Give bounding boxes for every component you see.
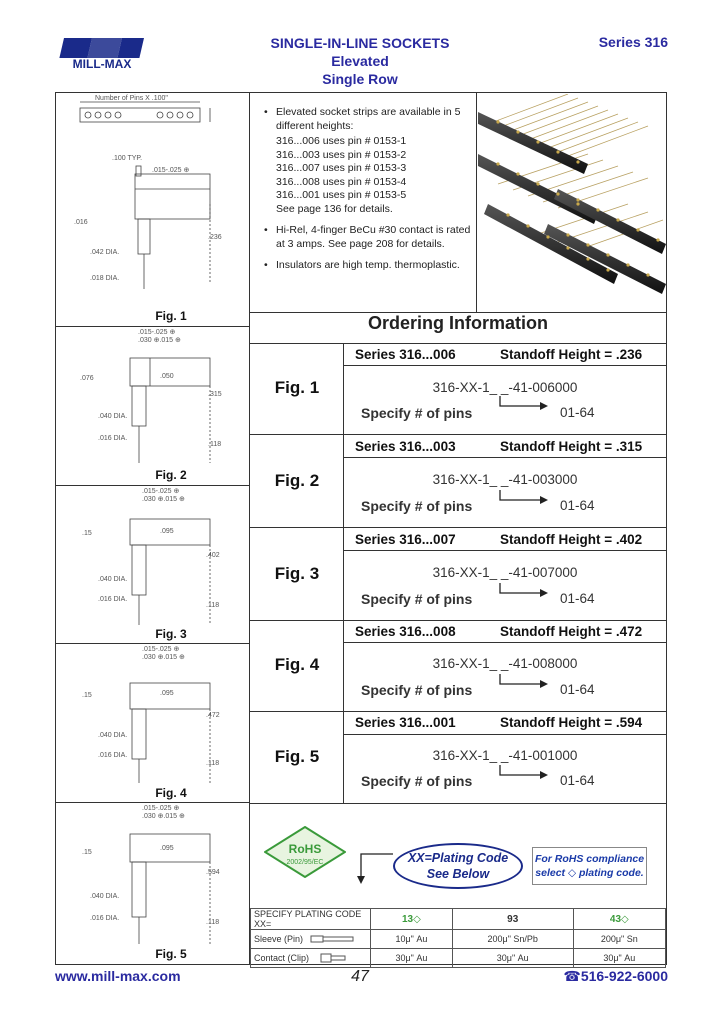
compliance-line-1: For RoHS compliance (534, 853, 645, 865)
svg-text:.015-.025 ⊕: .015-.025 ⊕ (142, 646, 180, 653)
contact-label: Contact (Clip) (254, 952, 310, 963)
svg-text:.016 DIA.: .016 DIA. (98, 435, 128, 442)
svg-text:.016 DIA.: .016 DIA. (98, 752, 128, 759)
pointer-arrow-icon (498, 583, 548, 597)
ordering-row (250, 621, 666, 711)
ordering-standoff: Standoff Height = .402 (500, 532, 643, 547)
table-cell: 30μ" Au (371, 949, 453, 968)
table-cell: 200μ" Sn/Pb (452, 930, 573, 949)
plating-code-callout (393, 843, 523, 889)
pointer-arrow-icon (498, 396, 548, 410)
svg-text:.15: .15 (82, 530, 92, 537)
svg-text:.095: .095 (160, 528, 174, 535)
ordering-pin-range: 01-64 (560, 405, 595, 420)
ordering-part-number: 316-XX-1_ _-41-006000 (432, 380, 578, 395)
ordering-fig: Fig. 2 (274, 471, 320, 490)
svg-text:.236: .236 (208, 234, 222, 241)
svg-text:.015-.025 ⊕: .015-.025 ⊕ (152, 167, 190, 174)
plating-row-sleeve (251, 930, 666, 949)
svg-text:.016: .016 (74, 219, 88, 226)
ordering-series: Series 316...008 (355, 624, 456, 639)
ordering-standoff: Standoff Height = .315 (500, 439, 643, 454)
fig3-drawing (60, 487, 245, 627)
fig-divider (55, 643, 249, 644)
plating-code-13: 13◇ (371, 909, 453, 930)
photo-divider (476, 92, 477, 312)
svg-text:.040 DIA.: .040 DIA. (90, 893, 120, 900)
plating-arrow-icon (355, 850, 395, 886)
ordering-row (250, 712, 666, 803)
title-line-1: SINGLE-IN-LINE SOCKETS (270, 35, 450, 51)
fig1-label: Fig. 1 (155, 309, 187, 323)
fig2-label: Fig. 2 (155, 468, 187, 482)
ordering-fig: Fig. 4 (274, 655, 320, 674)
feature-list (262, 106, 472, 281)
feature-insulators: • Insulators are high temp. thermoplastic. (262, 259, 472, 273)
ordering-title: Ordering Information (368, 313, 548, 333)
ordering-series: Series 316...007 (355, 532, 456, 547)
ordering-row (250, 528, 666, 620)
svg-text:.118: .118 (206, 760, 220, 767)
ordering-specify: Specify # of pins (361, 591, 473, 607)
table-cell: 30μ" Au (452, 949, 573, 968)
ordering-fig: Fig. 5 (274, 747, 320, 766)
ordering-row (250, 435, 666, 527)
ordering-divider (249, 803, 667, 804)
svg-text:.095: .095 (160, 845, 174, 852)
fig-divider (55, 485, 249, 486)
svg-text:.015-.025 ⊕: .015-.025 ⊕ (142, 488, 180, 495)
svg-text:.118: .118 (206, 919, 220, 926)
clip-icon (320, 953, 350, 963)
logo-text: MILL-MAX (72, 57, 132, 71)
pin-316-001: 316...001 uses pin # 0153-5 (276, 189, 407, 201)
see-page-136: See page 136 for details. (276, 202, 393, 215)
pin-icon (310, 934, 356, 944)
ordering-fig: Fig. 3 (274, 564, 320, 583)
ordering-part-number: 316-XX-1_ _-41-003000 (432, 472, 578, 487)
svg-text:.100 TYP.: .100 TYP. (112, 155, 143, 162)
plating-header-row (251, 909, 666, 930)
ordering-part-number: 316-XX-1_ _-41-001000 (432, 748, 578, 763)
svg-text:.15: .15 (82, 692, 92, 699)
website-link[interactable]: www.mill-max.com (55, 968, 181, 984)
sleeve-label: Sleeve (Pin) (254, 933, 304, 944)
product-photo (478, 94, 666, 310)
title-line-3: Single Row (322, 71, 398, 87)
svg-text:.402: .402 (206, 552, 220, 559)
pointer-arrow-icon (498, 490, 548, 504)
fig2-drawing (60, 328, 245, 468)
ordering-series: Series 316...001 (355, 715, 456, 730)
page-title (230, 34, 490, 88)
plating-row-contact (251, 949, 666, 968)
table-cell: 10μ" Au (371, 930, 453, 949)
svg-text:.030 ⊕.015 ⊕: .030 ⊕.015 ⊕ (142, 654, 185, 661)
svg-text:.076: .076 (80, 375, 94, 382)
feature-heights: • Elevated socket strips are available in 5 different heights: (262, 106, 472, 133)
ordering-specify: Specify # of pins (361, 682, 473, 698)
plating-code-93: 93 (452, 909, 573, 930)
fig-divider (55, 326, 249, 327)
mill-max-logo (52, 34, 152, 74)
series-label: Series 316 (598, 34, 668, 50)
svg-text:.016 DIA.: .016 DIA. (98, 596, 128, 603)
svg-text:.040 DIA.: .040 DIA. (98, 413, 128, 420)
fig5-drawing (60, 804, 245, 944)
svg-text:.050: .050 (160, 373, 174, 380)
rohs-compliance-note (532, 847, 647, 885)
feature-contact: • Hi-Rel, 4-finger BeCu #30 contact is rated at 3 amps. See page 208 for details. (262, 224, 472, 251)
ordering-pin-range: 01-64 (560, 498, 595, 513)
ordering-standoff: Standoff Height = .472 (500, 624, 643, 639)
svg-text:.118: .118 (206, 602, 220, 609)
svg-text:.030 ⊕.015 ⊕: .030 ⊕.015 ⊕ (138, 337, 181, 344)
svg-text:.042 DIA.: .042 DIA. (90, 249, 120, 256)
svg-text:.030 ⊕.015 ⊕: .030 ⊕.015 ⊕ (142, 496, 185, 503)
ordering-pin-range: 01-64 (560, 773, 595, 788)
svg-text:.040 DIA.: .040 DIA. (98, 732, 128, 739)
plating-table (250, 908, 666, 968)
svg-text:.315: .315 (208, 391, 222, 398)
svg-text:.015-.025 ⊕: .015-.025 ⊕ (142, 805, 180, 812)
compliance-line-2: select ◇ plating code. (535, 867, 644, 879)
phone-number: ☎516-922-6000 (563, 968, 668, 984)
fig4-label: Fig. 4 (155, 786, 187, 800)
svg-text:.472: .472 (206, 712, 220, 719)
rohs-directive: 2002/95/EC (286, 859, 324, 866)
rohs-badge (264, 826, 346, 878)
ordering-fig: Fig. 1 (274, 378, 320, 397)
ordering-specify: Specify # of pins (361, 773, 473, 789)
svg-text:.594: .594 (206, 869, 220, 876)
svg-text:Number of Pins X .100": Number of Pins X .100" (95, 95, 168, 102)
svg-text:.015-.025 ⊕: .015-.025 ⊕ (138, 329, 176, 336)
fig-divider (55, 802, 249, 803)
ordering-standoff: Standoff Height = .594 (500, 715, 643, 730)
plating-header-label: SPECIFY PLATING CODE XX= (251, 909, 371, 930)
ordering-series: Series 316...006 (355, 347, 456, 362)
svg-text:.016 DIA.: .016 DIA. (90, 915, 120, 922)
ordering-part-number: 316-XX-1_ _-41-007000 (432, 565, 578, 580)
title-line-2: Elevated (331, 53, 389, 69)
ordering-specify: Specify # of pins (361, 405, 473, 421)
ordering-pin-range: 01-64 (560, 682, 595, 697)
svg-text:.018 DIA.: .018 DIA. (90, 275, 120, 282)
plating-row-label (251, 949, 371, 968)
pin-316-007: 316...007 uses pin # 0153-3 (276, 162, 407, 174)
pin-316-006: 316...006 uses pin # 0153-1 (276, 135, 407, 147)
ordering-row (250, 344, 666, 434)
pointer-arrow-icon (498, 765, 548, 779)
pin-316-008: 316...008 uses pin # 0153-4 (276, 175, 407, 188)
ordering-specify: Specify # of pins (361, 498, 473, 514)
plating-code-line-1: XX=Plating Code (407, 851, 509, 865)
fig3-label: Fig. 3 (155, 627, 187, 641)
svg-text:.095: .095 (160, 690, 174, 697)
svg-text:.118: .118 (208, 441, 222, 448)
table-cell: 30μ" Au (573, 949, 665, 968)
plating-code-43: 43◇ (573, 909, 665, 930)
ordering-standoff: Standoff Height = .236 (500, 347, 643, 362)
plating-code-line-2: See Below (426, 867, 490, 881)
fig4-drawing (60, 645, 245, 785)
ordering-series: Series 316...003 (355, 439, 456, 454)
plating-row-label (251, 930, 371, 949)
svg-text:.040 DIA.: .040 DIA. (98, 576, 128, 583)
page-number: 47 (351, 968, 369, 985)
pointer-arrow-icon (498, 674, 548, 688)
rohs-text: RoHS (288, 842, 322, 856)
table-cell: 200μ" Sn (573, 930, 665, 949)
svg-text:.030 ⊕.015 ⊕: .030 ⊕.015 ⊕ (142, 813, 185, 820)
fig1-drawing (60, 94, 245, 304)
pin-316-003: 316...003 uses pin # 0153-2 (276, 148, 407, 161)
ordering-pin-range: 01-64 (560, 591, 595, 606)
fig5-label: Fig. 5 (155, 947, 187, 961)
ordering-part-number: 316-XX-1_ _-41-008000 (432, 656, 578, 671)
svg-text:.15: .15 (82, 849, 92, 856)
